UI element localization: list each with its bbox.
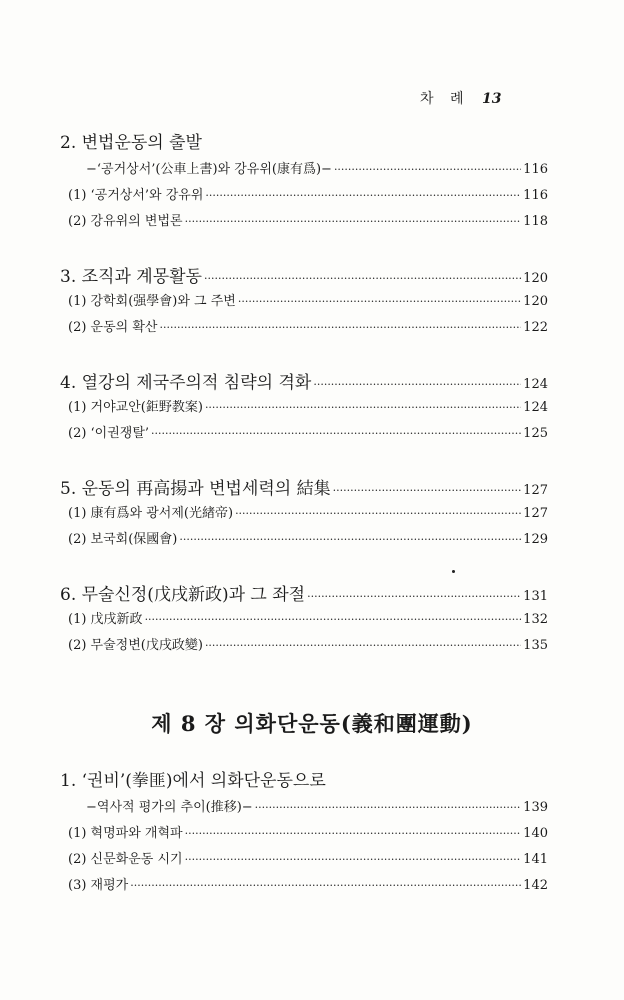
toc-entry-label: (1) 戊戌新政 [68, 612, 143, 627]
toc-entry-page: 140 [523, 826, 548, 841]
leader-dots [205, 401, 521, 414]
toc-section-ch8-1 [60, 766, 548, 791]
toc-entry [68, 184, 548, 203]
leader-dots [204, 272, 521, 285]
toc-section-title: 4. 열강의 제국주의적 침략의 격화 [60, 373, 312, 393]
toc-section-page: 127 [523, 483, 548, 498]
toc-entry [68, 608, 548, 627]
leader-dots [159, 321, 521, 334]
chapter-heading: 제 8 장 의화단운동(義和團運動) [151, 711, 473, 736]
toc-entry-page: 142 [523, 878, 548, 893]
toc-entry-page: 129 [523, 532, 548, 547]
toc-entry-label: (1) 거야교안(鉅野教案) [68, 400, 203, 415]
leader-dots [235, 507, 521, 520]
toc-entry-page: 116 [523, 188, 548, 203]
toc-entry [86, 796, 548, 815]
toc-entry-label: (1) 혁명파와 개혁파 [68, 826, 183, 841]
toc-entry [68, 634, 548, 653]
toc-entry [68, 874, 548, 893]
toc-entry-label: (1) 강학회(强學會)와 그 주변 [68, 294, 236, 309]
leader-dots [333, 484, 522, 497]
leader-dots [307, 590, 521, 603]
leader-dots [151, 427, 521, 440]
running-header [420, 88, 540, 108]
header-page-number: 13 [481, 91, 502, 107]
toc-entry-page: 139 [523, 800, 548, 815]
toc-entry-label: −역사적 평가의 추이(推移)− [86, 800, 253, 815]
toc-entry-label: (2) 무술정변(戊戌政變) [68, 638, 203, 653]
leader-dots [185, 827, 522, 840]
toc-entry-label: (2) ‘이권쟁탈’ [68, 426, 150, 441]
leader-dots [205, 189, 521, 202]
toc-entry-page: 116 [523, 162, 548, 177]
print-speck [452, 570, 455, 573]
toc-entry-page: 122 [523, 320, 548, 335]
toc-entry-page: 127 [523, 506, 548, 521]
leader-dots [255, 801, 522, 814]
toc-entry-page: 135 [523, 638, 548, 653]
toc-entry [68, 528, 548, 547]
leader-dots [185, 853, 522, 866]
leader-dots [334, 163, 521, 176]
leader-dots [205, 639, 521, 652]
toc-entry-label: (2) 강유위의 변법론 [68, 214, 183, 229]
leader-dots [145, 613, 522, 626]
toc-entry-label: (2) 운동의 확산 [68, 320, 158, 335]
toc-entry [68, 422, 548, 441]
toc-entry-label: (2) 보국회(保國會) [68, 532, 178, 547]
toc-entry [68, 210, 548, 229]
toc-section-title: 3. 조직과 계몽활동 [60, 267, 202, 287]
toc-section-6 [60, 580, 548, 605]
header-section-label: 차 례 [420, 91, 470, 107]
toc-section-title: 1. ‘권비’(拳匪)에서 의화단운동으로 [60, 771, 326, 791]
toc-section-5 [60, 474, 548, 499]
toc-entry-page: 118 [523, 214, 548, 229]
leader-dots [185, 215, 522, 228]
toc-entry-page: 124 [523, 400, 548, 415]
toc-section-title: 5. 운동의 再高揚과 변법세력의 結集 [60, 479, 331, 499]
toc-entry-page: 141 [523, 852, 548, 867]
toc-section-page: 120 [523, 271, 548, 286]
toc-entry-label: (1) ‘공거상서’와 강유위 [68, 188, 204, 203]
toc-section-3 [60, 262, 548, 287]
leader-dots [313, 378, 521, 391]
leader-dots [130, 879, 521, 892]
leader-dots [238, 295, 521, 308]
toc-entry [68, 396, 548, 415]
toc-section-4 [60, 368, 548, 393]
toc-entry [68, 502, 548, 521]
toc-section-2 [60, 128, 548, 153]
toc-entry [68, 848, 548, 867]
toc-section-title: 6. 무술신정(戊戌新政)과 그 좌절 [60, 585, 306, 605]
toc-entry [86, 158, 548, 177]
toc-entry [68, 822, 548, 841]
toc-section-title: 2. 변법운동의 출발 [60, 133, 202, 153]
toc-entry [68, 290, 548, 309]
toc-entry [68, 316, 548, 335]
toc-section-page: 131 [523, 589, 548, 604]
toc-entry-label: −‘공거상서’(公車上書)와 강유위(康有爲)− [86, 162, 332, 177]
toc-entry-label: (3) 재평가 [68, 878, 129, 893]
leader-dots [179, 533, 521, 546]
toc-section-page: 124 [523, 377, 548, 392]
toc-entry-page: 132 [523, 612, 548, 627]
toc-entry-label: (1) 康有爲와 광서제(光緖帝) [68, 506, 234, 521]
toc-entry-label: (2) 신문화운동 시기 [68, 852, 183, 867]
toc-entry-page: 125 [523, 426, 548, 441]
toc-entry-page: 120 [523, 294, 548, 309]
